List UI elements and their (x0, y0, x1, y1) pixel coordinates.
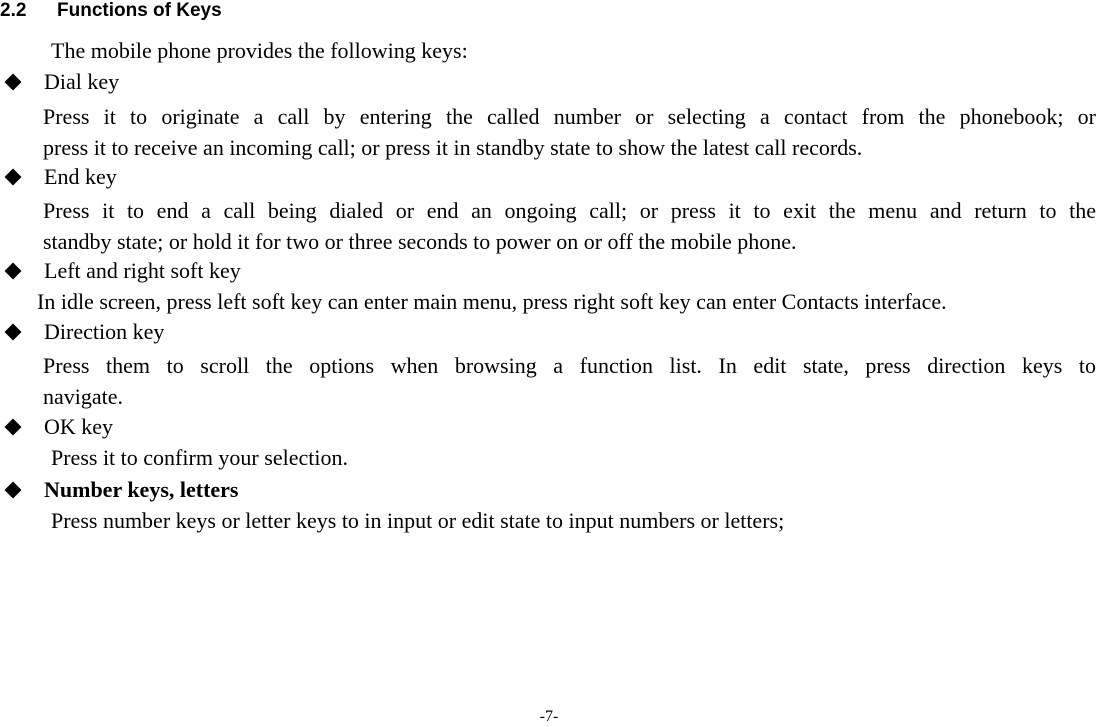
key-name-number: Number keys, letters (44, 477, 239, 502)
description-line: navigate. (43, 384, 124, 409)
diamond-bullet-icon (3, 73, 21, 91)
description-line: Press them to scroll the options when browsing a function list. In edit state, press direction keys to (43, 353, 1096, 378)
key-description-soft: In idle screen, press left soft key can enter main menu, press right soft key can enter Contacts interface. (37, 289, 947, 314)
key-name-soft: Left and right soft key (44, 258, 241, 283)
section-heading (0, 0, 222, 22)
key-description-dial (43, 101, 1096, 163)
diamond-bullet-icon (3, 168, 21, 186)
key-description-end (43, 195, 1096, 257)
key-description-ok: Press it to confirm your selection. (51, 445, 348, 470)
key-description-direction (43, 350, 1096, 412)
key-name-end: End key (44, 164, 117, 189)
description-line: Press it to originate a call by entering the called number or selecting a contact from the phonebook; or (43, 104, 1096, 129)
section-number: 2.2 (0, 0, 27, 21)
key-name-dial: Dial key (44, 69, 120, 94)
diamond-bullet-icon (3, 323, 21, 341)
key-name-direction: Direction key (44, 319, 165, 344)
section-title: Functions of Keys (57, 0, 222, 21)
page-number: -7- (539, 708, 559, 725)
diamond-bullet-icon (3, 481, 21, 499)
key-name-ok: OK key (44, 414, 114, 439)
diamond-bullet-icon (3, 418, 21, 436)
intro-text: The mobile phone provides the following keys: (51, 38, 468, 63)
description-line: standby state; or hold it for two or three seconds to power on or off the mobile phone. (43, 229, 797, 254)
key-description-number: Press number keys or letter keys to in input or edit state to input numbers or letters; (51, 508, 785, 533)
diamond-bullet-icon (3, 262, 21, 280)
description-line: Press it to end a call being dialed or end an ongoing call; or press it to exit the menu and return to the (43, 198, 1096, 223)
description-line: press it to receive an incoming call; or press it in standby state to show the latest call records. (43, 135, 863, 160)
